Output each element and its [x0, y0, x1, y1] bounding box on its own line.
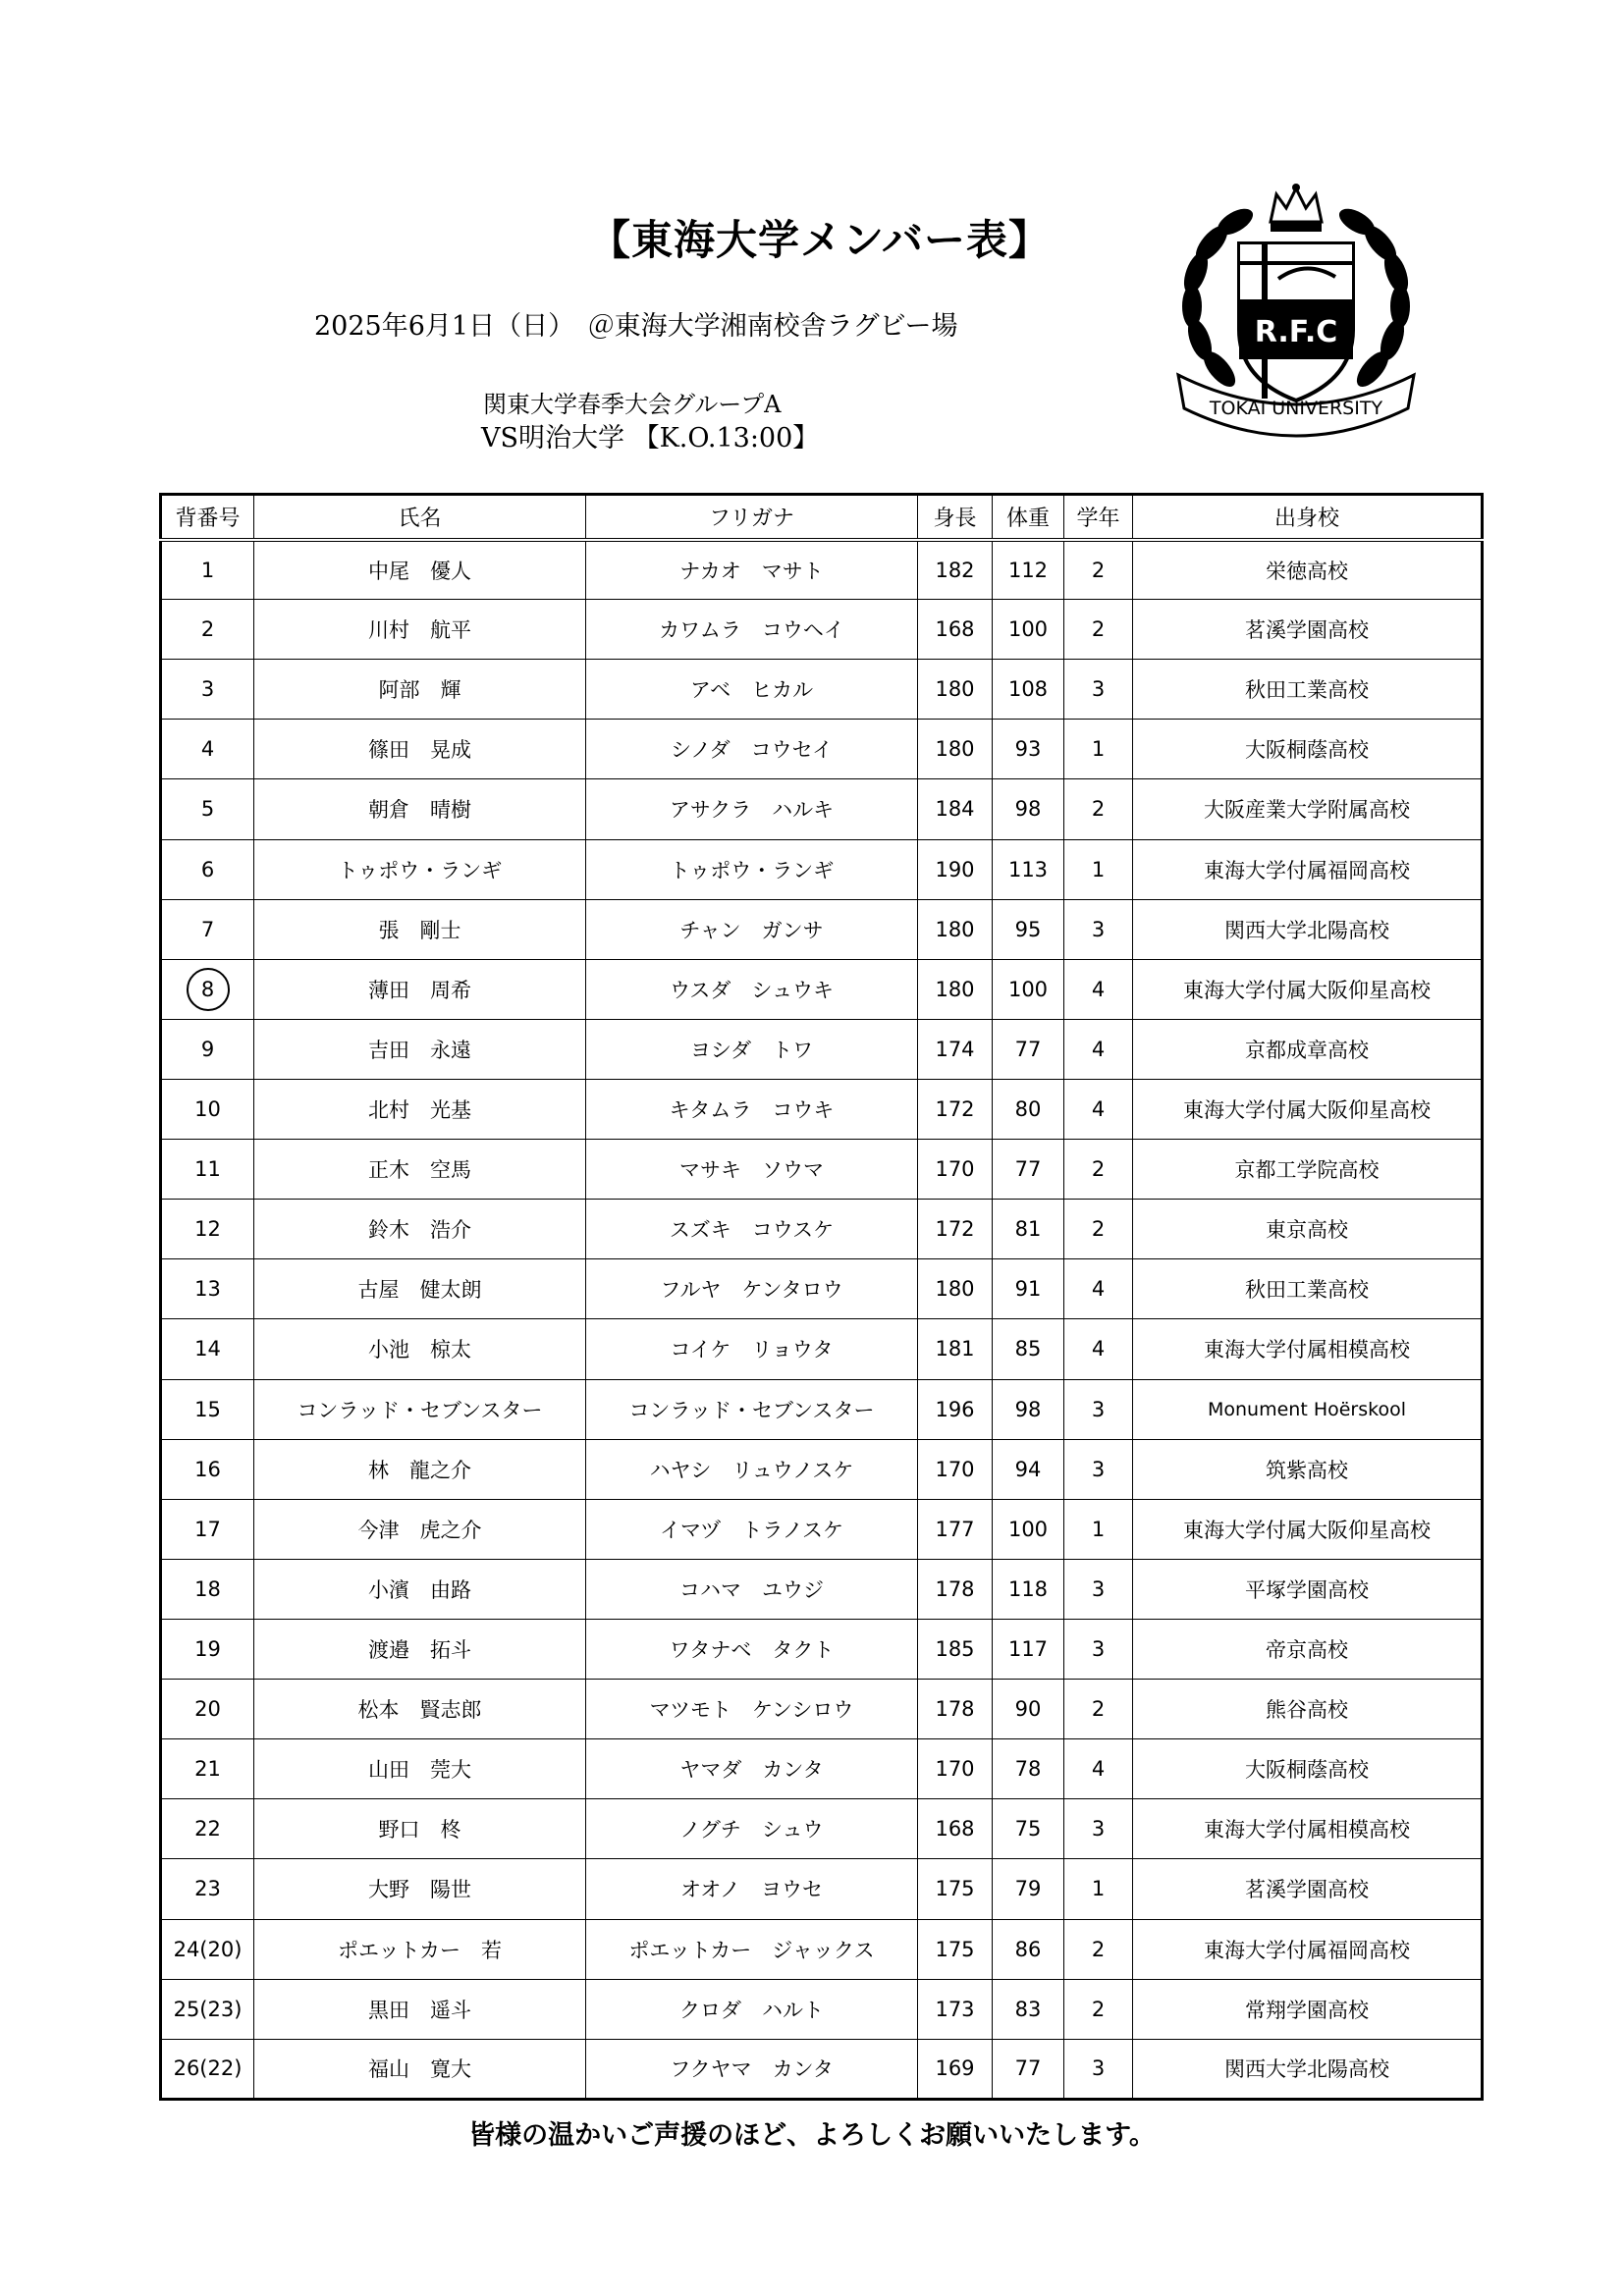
cell-school: 東海大学付属相模高校 — [1133, 1319, 1483, 1379]
cell-name: 川村 航平 — [254, 600, 586, 660]
cell-weight: 77 — [993, 1019, 1064, 1079]
cell-school: 大阪桐蔭高校 — [1133, 720, 1483, 779]
table-row — [161, 779, 1483, 839]
roster-body — [161, 540, 1483, 2100]
header-grade: 学年 — [1064, 495, 1133, 540]
cell-height: 178 — [918, 1559, 993, 1619]
table-row — [161, 1439, 1483, 1499]
cell-weight: 78 — [993, 1739, 1064, 1799]
cell-height: 180 — [918, 660, 993, 720]
cell-height: 182 — [918, 540, 993, 600]
cell-weight: 108 — [993, 660, 1064, 720]
header-kana: フリガナ — [586, 495, 918, 540]
cell-weight: 77 — [993, 2039, 1064, 2099]
cell-weight: 86 — [993, 1919, 1064, 1979]
cell-grade: 2 — [1064, 540, 1133, 600]
cell-grade: 2 — [1064, 779, 1133, 839]
cell-number: 5 — [161, 779, 254, 839]
cell-kana: コハマ ユウジ — [586, 1559, 918, 1619]
table-row — [161, 1319, 1483, 1379]
cell-school: 東海大学付属相模高校 — [1133, 1799, 1483, 1859]
cell-height: 168 — [918, 1799, 993, 1859]
cell-kana: スズキ コウスケ — [586, 1200, 918, 1259]
cell-weight: 90 — [993, 1680, 1064, 1739]
cell-grade: 1 — [1064, 720, 1133, 779]
cell-school: 秋田工業高校 — [1133, 1259, 1483, 1319]
cell-kana: コンラッド・セブンスター — [586, 1379, 918, 1439]
cell-number: 7 — [161, 899, 254, 959]
cell-school: 平塚学園高校 — [1133, 1559, 1483, 1619]
cell-kana: ヤマダ カンタ — [586, 1739, 918, 1799]
cell-school: 筑紫高校 — [1133, 1439, 1483, 1499]
cell-name: 篠田 晃成 — [254, 720, 586, 779]
cell-name: 大野 陽世 — [254, 1859, 586, 1919]
cell-kana: トゥポウ・ランギ — [586, 839, 918, 899]
cell-school: 大阪桐蔭高校 — [1133, 1739, 1483, 1799]
cell-school: 東海大学付属大阪仰星高校 — [1133, 1499, 1483, 1559]
cell-name: 古屋 健太朗 — [254, 1259, 586, 1319]
cell-school: 東海大学付属大阪仰星高校 — [1133, 1079, 1483, 1139]
cell-school: 京都工学院高校 — [1133, 1140, 1483, 1200]
header-school: 出身校 — [1133, 495, 1483, 540]
table-header-row — [161, 495, 1483, 540]
cell-height: 173 — [918, 1979, 993, 2039]
cell-weight: 85 — [993, 1319, 1064, 1379]
match-date-venue: 2025年6月1日（日） ＠東海大学湘南校舎ラグビー場 — [314, 311, 958, 342]
cell-number: 9 — [161, 1019, 254, 1079]
cell-grade: 2 — [1064, 1680, 1133, 1739]
cell-grade: 3 — [1064, 1439, 1133, 1499]
cell-number: 10 — [161, 1079, 254, 1139]
cell-number: 23 — [161, 1859, 254, 1919]
competition-name: 関東大学春季大会グループA — [483, 391, 782, 418]
table-row — [161, 899, 1483, 959]
table-row — [161, 600, 1483, 660]
cell-school: 熊谷高校 — [1133, 1680, 1483, 1739]
cell-height: 196 — [918, 1379, 993, 1439]
table-row — [161, 1140, 1483, 1200]
cell-number: 16 — [161, 1439, 254, 1499]
cell-school: 京都成章高校 — [1133, 1019, 1483, 1079]
cell-grade: 3 — [1064, 899, 1133, 959]
cell-grade: 4 — [1064, 1319, 1133, 1379]
table-row — [161, 2039, 1483, 2099]
table-row — [161, 1079, 1483, 1139]
cell-kana: ワタナベ タクト — [586, 1619, 918, 1679]
cell-name: 今津 虎之介 — [254, 1499, 586, 1559]
cell-kana: コイケ リョウタ — [586, 1319, 918, 1379]
cell-grade: 3 — [1064, 1799, 1133, 1859]
cell-grade: 3 — [1064, 660, 1133, 720]
cell-kana: フルヤ ケンタロウ — [586, 1259, 918, 1319]
cell-height: 181 — [918, 1319, 993, 1379]
cell-number: 22 — [161, 1799, 254, 1859]
cell-weight: 93 — [993, 720, 1064, 779]
cell-height: 185 — [918, 1619, 993, 1679]
cell-school: 茗溪学園高校 — [1133, 1859, 1483, 1919]
cell-height: 174 — [918, 1019, 993, 1079]
cell-height: 180 — [918, 899, 993, 959]
cell-height: 169 — [918, 2039, 993, 2099]
cell-school: 関西大学北陽高校 — [1133, 899, 1483, 959]
cell-name: 張 剛士 — [254, 899, 586, 959]
cell-height: 170 — [918, 1739, 993, 1799]
table-row — [161, 1680, 1483, 1739]
cell-school: 東海大学付属福岡高校 — [1133, 839, 1483, 899]
cell-number: 26(22) — [161, 2039, 254, 2099]
cell-number: 3 — [161, 660, 254, 720]
cell-height: 175 — [918, 1919, 993, 1979]
cell-name: 阿部 輝 — [254, 660, 586, 720]
cell-grade: 4 — [1064, 1739, 1133, 1799]
cell-number: 18 — [161, 1559, 254, 1619]
cell-weight: 100 — [993, 600, 1064, 660]
cell-name: 小濱 由路 — [254, 1559, 586, 1619]
cell-name: コンラッド・セブンスター — [254, 1379, 586, 1439]
cell-height: 170 — [918, 1140, 993, 1200]
svg-text:TOKAI UNIVERSITY: TOKAI UNIVERSITY — [1209, 398, 1383, 419]
cell-weight: 118 — [993, 1559, 1064, 1619]
cell-number: 13 — [161, 1259, 254, 1319]
cell-number: 1 — [161, 540, 254, 600]
cell-weight: 98 — [993, 1379, 1064, 1439]
page-title: 【東海大学メンバー表】 — [589, 216, 1052, 264]
cell-height: 168 — [918, 600, 993, 660]
cell-number: 11 — [161, 1140, 254, 1200]
cell-name: 山田 莞大 — [254, 1739, 586, 1799]
table-row — [161, 1859, 1483, 1919]
cell-name: 福山 寛大 — [254, 2039, 586, 2099]
cell-height: 172 — [918, 1200, 993, 1259]
cell-number: 24(20) — [161, 1919, 254, 1979]
cell-school: 帝京高校 — [1133, 1619, 1483, 1679]
cell-school: 茗溪学園高校 — [1133, 600, 1483, 660]
matchup: VS明治大学 【K.O.13:00】 — [481, 423, 820, 454]
cell-weight: 83 — [993, 1979, 1064, 2039]
cell-kana: ヨシダ トワ — [586, 1019, 918, 1079]
cell-school: 東海大学付属大阪仰星高校 — [1133, 959, 1483, 1019]
cell-kana: マサキ ソウマ — [586, 1140, 918, 1200]
cell-kana: フクヤマ カンタ — [586, 2039, 918, 2099]
cell-height: 184 — [918, 779, 993, 839]
cell-height: 180 — [918, 959, 993, 1019]
svg-text:R.F.C: R.F.C — [1254, 315, 1338, 349]
table-row — [161, 1799, 1483, 1859]
cell-kana: キタムラ コウキ — [586, 1079, 918, 1139]
cell-weight: 112 — [993, 540, 1064, 600]
table-row — [161, 1739, 1483, 1799]
cell-kana: オオノ ヨウセ — [586, 1859, 918, 1919]
cell-weight: 81 — [993, 1200, 1064, 1259]
cell-name: 黒田 遥斗 — [254, 1979, 586, 2039]
table-row — [161, 1919, 1483, 1979]
cell-grade: 3 — [1064, 1559, 1133, 1619]
cell-name: 北村 光基 — [254, 1079, 586, 1139]
table-row — [161, 1979, 1483, 2039]
table-row — [161, 1200, 1483, 1259]
cell-height: 175 — [918, 1859, 993, 1919]
cell-kana: チャン ガンサ — [586, 899, 918, 959]
cell-grade: 2 — [1064, 600, 1133, 660]
cell-number: 15 — [161, 1379, 254, 1439]
cell-height: 180 — [918, 1259, 993, 1319]
cell-kana: シノダ コウセイ — [586, 720, 918, 779]
cell-kana: マツモト ケンシロウ — [586, 1680, 918, 1739]
cell-number — [161, 959, 254, 1019]
cell-weight: 117 — [993, 1619, 1064, 1679]
header-weight: 体重 — [993, 495, 1064, 540]
header-number: 背番号 — [161, 495, 254, 540]
cell-grade: 1 — [1064, 839, 1133, 899]
table-row — [161, 1559, 1483, 1619]
cell-school: 常翔学園高校 — [1133, 1979, 1483, 2039]
cell-name: 林 龍之介 — [254, 1439, 586, 1499]
cell-name: 薄田 周希 — [254, 959, 586, 1019]
cell-weight: 80 — [993, 1079, 1064, 1139]
member-roster-table — [159, 493, 1484, 2101]
cell-grade: 2 — [1064, 1140, 1133, 1200]
table-row — [161, 720, 1483, 779]
cell-height: 170 — [918, 1439, 993, 1499]
cell-weight: 91 — [993, 1259, 1064, 1319]
cell-weight: 100 — [993, 1499, 1064, 1559]
table-row — [161, 1499, 1483, 1559]
cell-number: 20 — [161, 1680, 254, 1739]
cell-weight: 94 — [993, 1439, 1064, 1499]
cell-grade: 4 — [1064, 1019, 1133, 1079]
cell-height: 177 — [918, 1499, 993, 1559]
cell-kana: ノグチ シュウ — [586, 1799, 918, 1859]
footer-message: 皆様の温かいご声援のほど、よろしくお願いいたします。 — [468, 2120, 1156, 2151]
table-row — [161, 1019, 1483, 1079]
cell-kana: アサクラ ハルキ — [586, 779, 918, 839]
cell-name: 正木 空馬 — [254, 1140, 586, 1200]
cell-school: Monument Hoërskool — [1133, 1379, 1483, 1439]
cell-grade: 3 — [1064, 1379, 1133, 1439]
cell-grade: 2 — [1064, 1979, 1133, 2039]
tokai-rfc-crest-logo — [1168, 183, 1424, 438]
cell-name: 渡邉 拓斗 — [254, 1619, 586, 1679]
table-row — [161, 1259, 1483, 1319]
cell-height: 172 — [918, 1079, 993, 1139]
cell-name: 中尾 優人 — [254, 540, 586, 600]
cell-weight: 77 — [993, 1140, 1064, 1200]
cell-school: 関西大学北陽高校 — [1133, 2039, 1483, 2099]
table-row — [161, 959, 1483, 1019]
cell-grade: 2 — [1064, 1200, 1133, 1259]
table-row — [161, 1379, 1483, 1439]
cell-number: 21 — [161, 1739, 254, 1799]
cell-height: 178 — [918, 1680, 993, 1739]
cell-kana: ナカオ マサト — [586, 540, 918, 600]
cell-name: ポエットカー 若 — [254, 1919, 586, 1979]
cell-kana: ポエットカー ジャックス — [586, 1919, 918, 1979]
captain-circled-number: 8 — [187, 968, 230, 1011]
cell-name: トゥポウ・ランギ — [254, 839, 586, 899]
table-row — [161, 839, 1483, 899]
cell-kana: アベ ヒカル — [586, 660, 918, 720]
cell-kana: ハヤシ リュウノスケ — [586, 1439, 918, 1499]
cell-weight: 79 — [993, 1859, 1064, 1919]
cell-school: 東海大学付属福岡高校 — [1133, 1919, 1483, 1979]
cell-kana: カワムラ コウヘイ — [586, 600, 918, 660]
cell-weight: 98 — [993, 779, 1064, 839]
cell-name: 松本 賢志郎 — [254, 1680, 586, 1739]
cell-school: 大阪産業大学附属高校 — [1133, 779, 1483, 839]
cell-weight: 95 — [993, 899, 1064, 959]
cell-number: 12 — [161, 1200, 254, 1259]
cell-kana: クロダ ハルト — [586, 1979, 918, 2039]
cell-grade: 2 — [1064, 1919, 1133, 1979]
cell-grade: 4 — [1064, 1079, 1133, 1139]
cell-height: 190 — [918, 839, 993, 899]
cell-kana: イマヅ トラノスケ — [586, 1499, 918, 1559]
cell-kana: ウスダ シュウキ — [586, 959, 918, 1019]
cell-name: 野口 柊 — [254, 1799, 586, 1859]
cell-name: 吉田 永遠 — [254, 1019, 586, 1079]
cell-number: 19 — [161, 1619, 254, 1679]
header-name: 氏名 — [254, 495, 586, 540]
cell-school: 秋田工業高校 — [1133, 660, 1483, 720]
cell-grade: 1 — [1064, 1499, 1133, 1559]
cell-grade: 3 — [1064, 1619, 1133, 1679]
cell-weight: 75 — [993, 1799, 1064, 1859]
cell-number: 25(23) — [161, 1979, 254, 2039]
cell-grade: 1 — [1064, 1859, 1133, 1919]
cell-number: 4 — [161, 720, 254, 779]
table-row — [161, 660, 1483, 720]
cell-number: 14 — [161, 1319, 254, 1379]
cell-name: 朝倉 晴樹 — [254, 779, 586, 839]
cell-weight: 100 — [993, 959, 1064, 1019]
cell-name: 鈴木 浩介 — [254, 1200, 586, 1259]
table-row — [161, 540, 1483, 600]
cell-number: 2 — [161, 600, 254, 660]
cell-school: 栄徳高校 — [1133, 540, 1483, 600]
cell-number: 17 — [161, 1499, 254, 1559]
cell-school: 東京高校 — [1133, 1200, 1483, 1259]
cell-number: 6 — [161, 839, 254, 899]
cell-grade: 3 — [1064, 2039, 1133, 2099]
cell-height: 180 — [918, 720, 993, 779]
table-row — [161, 1619, 1483, 1679]
cell-weight: 113 — [993, 839, 1064, 899]
cell-grade: 4 — [1064, 1259, 1133, 1319]
cell-name: 小池 椋太 — [254, 1319, 586, 1379]
cell-grade: 4 — [1064, 959, 1133, 1019]
header-height: 身長 — [918, 495, 993, 540]
